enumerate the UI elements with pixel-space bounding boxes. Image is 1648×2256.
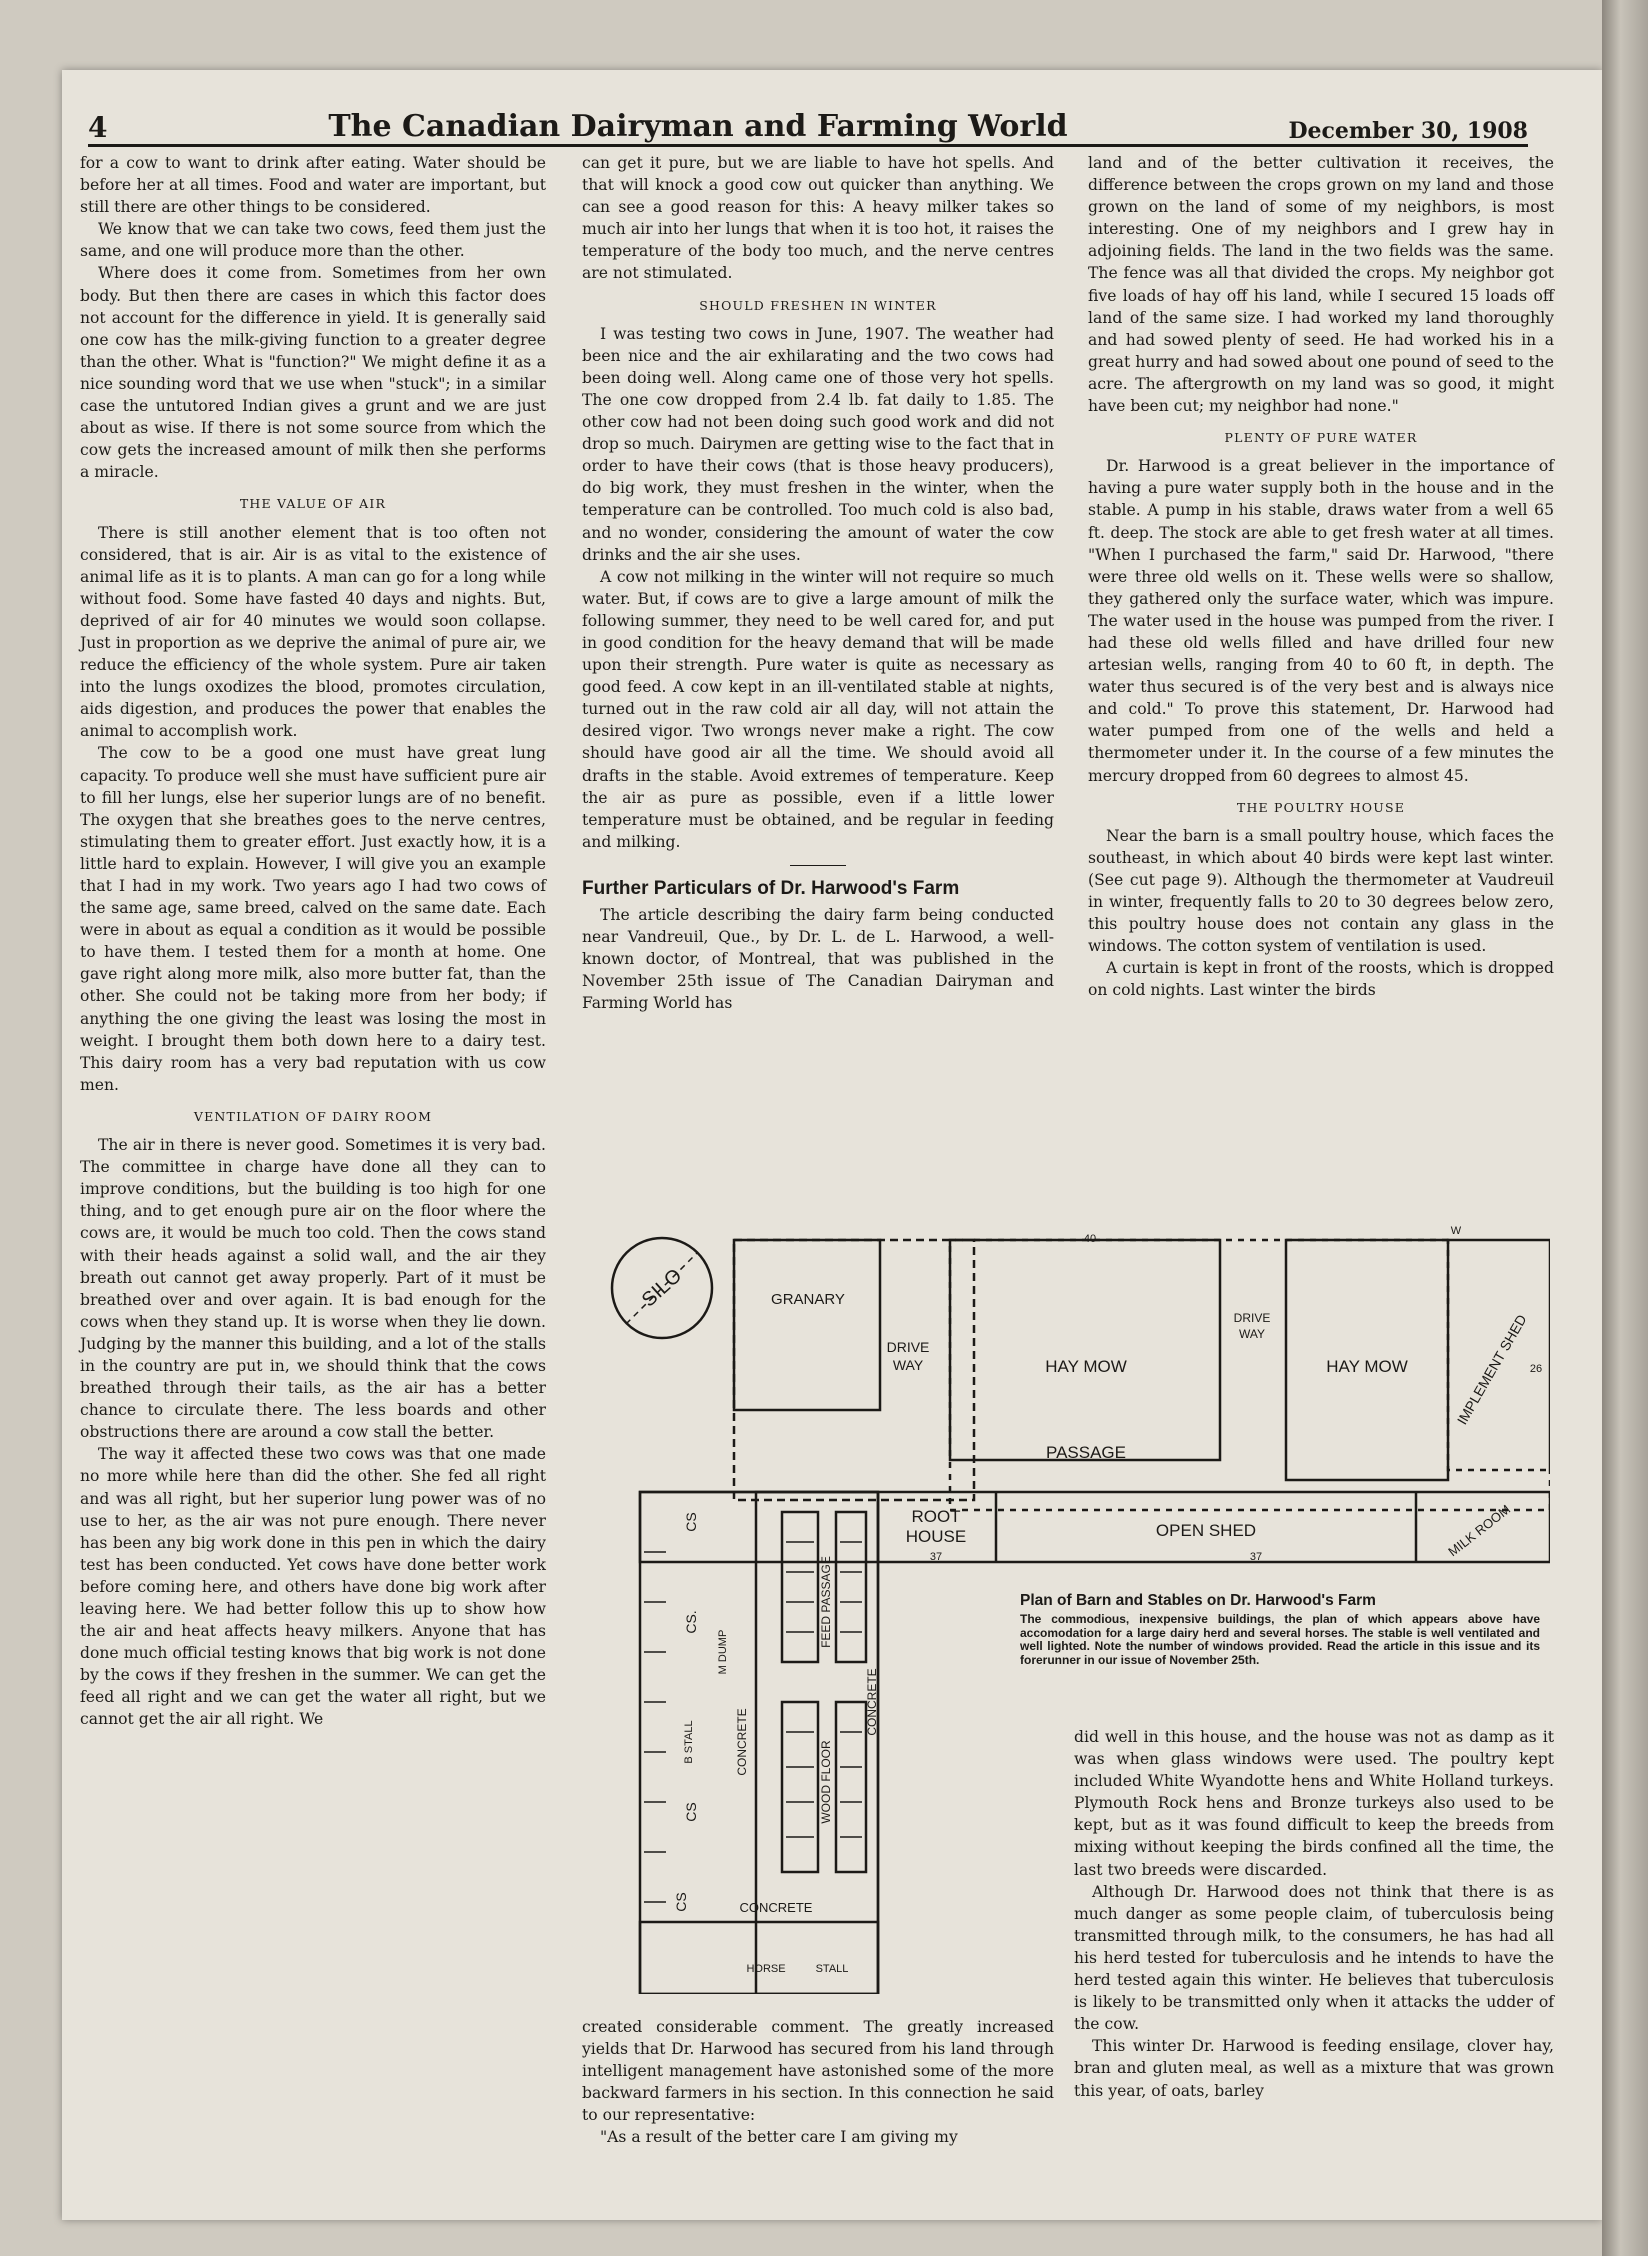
paragraph: created considerable comment. The greatly increased yields that Dr. Harwood has secured from his land through intelligent management have astonished some of the more backward farmers in his section. In this connection he said to our representative: (582, 2018, 1054, 2125)
plan-label-horse: HORSE (746, 1963, 786, 1975)
column-2-continued (582, 2016, 1054, 2149)
plan-label-passage: PASSAGE (1046, 1443, 1126, 1462)
plan-label-milk-room: MILK ROOM (1445, 1501, 1514, 1560)
plan-label-drive-way: DRIVE (1233, 1311, 1271, 1325)
paragraph: for a cow to want to drink after eating. Water should be before her at all times. Food and water are important, but still there are other things to be considered. (80, 154, 546, 217)
column-3 (1088, 152, 1554, 1001)
paragraph: The cow to be a good one must have great lung capacity. To produce well she must have sufficient pure air to fill her lungs, else her superior lungs are of no benefit. The oxygen that she breathes goes to the nerve centres, stimulating them to greater effort. Just exactly how, it is a little hard to explain. However, I will give you an example that I had in my work. Two years ago I had two cows of the same age, same breed, calved on the same date. Each were in about as equal a condition as it would be possible to have them. I tested them for a month at home. One gave right along more milk, also more butter fat, than the other. She could not be taking more from her body; if anything the one giving the least was losing the most in weight. I brought them both down here to a dairy test. This dairy room has a very bad reputation with us cow men. (80, 744, 546, 1094)
page-header (88, 100, 1528, 147)
paragraph: I was testing two cows in June, 1907. The weather had been nice and the air exhilarating and the two cows had been doing well. Along came one of those very hot spells. The one cow dropped from 2.4 lb. fat daily to 1.85. The other cow had not been doing such good work and did not drop so much. Dairymen are getting wise to the fact that in order to have their cows (that is those heavy producers), do big work, they must freshen in the winter, when the temperature can be controlled. Too much cold is also bad, and no wonder, considering the amount of water the cow drinks and the air she uses. (582, 324, 1054, 564)
plan-label-drive-way: WAY (1239, 1327, 1265, 1341)
paragraph: The way it affected these two cows was that one made no more while here than did the other. She fed all right and was all right, but her superior lung power was of no use to her, as the air was not pure enough. There never has been any big work done in this pen in which the dairy test has been conducted. Yet cows have done better work before coming here, and others have done big work after leaving here. We had better follow this up to show how the air and heat affects heavy milkers. Anyone that has done much official testing knows that big work is not done by the cows if they freshen in the summer. We can get the feed all right and we can get the water all right, but we cannot get the air all right. We (80, 1445, 546, 1729)
plan-window-mark: W (1450, 1225, 1462, 1237)
paragraph: The article describing the dairy farm being conducted near Vandreuil, Que., by Dr. L. de L. Harwood, a well-known doctor, of Montreal, that was published in the November 25th issue of The Canadian Dairyman and Farming World has (582, 906, 1054, 1013)
paragraph: We know that we can take two cows, feed them just the same, and one will produce more than the other. (80, 220, 546, 261)
plan-label-drive-way: DRIVE (886, 1339, 930, 1355)
plan-label-concrete: CONCRETE (865, 1668, 879, 1736)
plan-label-stall: STALL (815, 1963, 849, 1975)
paragraph: There is still another element that is too often not considered, that is air. Air is as vital to the existence of animal life as it is to plants. A man can go for a long while without food. Some have fasted 40 days and nights. But, deprived of air for 40 minutes we would soon collapse. Just in proportion as we deprive the animal of pure air, we reduce the efficiency of the whole system. Pure air taken into the lungs oxodizes the blood, promotes circulation, aids digestion, and produces the power that enables the animal to accomplish work. (80, 523, 546, 741)
granary-outline (734, 1240, 880, 1410)
issue-date: December 30, 1908 (1288, 118, 1528, 144)
plan-label-cow-stall: CS (683, 1512, 699, 1532)
section-heading: SHOULD FRESHEN IN WINTER (699, 297, 937, 313)
paragraph: Although Dr. Harwood does not think that there is as much danger as some people claim, of tuberculosis being transmitted through milk, to the consumers, he has had all his herd tested for tuberculosis and he intends to have the herd tested again this winter. He believes that tuberculosis is likely to be transmitted only when it attacks the udder of the cow. (1074, 1882, 1554, 2034)
plan-label-silo: SILO (637, 1264, 687, 1312)
section-heading: THE VALUE OF AIR (239, 496, 387, 512)
paragraph: Near the barn is a small poultry house, which faces the southeast, in which about 40 birds were kept last winter. (See cut page 9). Although the thermometer at Vaudreuil in winter, frequently falls to 20 to 30 degrees below zero, this poultry house does not contain any glass in the windows. The cotton system of ventilation is used. (1088, 826, 1554, 956)
caption-title: Plan of Barn and Stables on Dr. Harwood's Farm (1020, 1592, 1376, 1609)
paragraph: land and of the better cultivation it receives, the difference between the crops grown on my land and those grown on the land of some of my neighbors, is most interesting. One of my neighbors and I grew hay in adjoining fields. The land in the two fields was the same. The fence was all that divided the crops. My neighbor got five loads of hay off his land, while I secured 15 loads off land of the same size. I had worked my land thoroughly and had sowed plenty of seed. He had worked his in a great hurry and had sowed about one pound of seed to the acre. The aftergrowth on my land was so good, it might have been cut; my neighbor had none." (1088, 154, 1554, 416)
plan-label-implement-shed: IMPLEMENT SHED (1453, 1311, 1530, 1428)
plan-label-wood-floor: WOOD FLOOR (819, 1740, 833, 1824)
page-number: 4 (88, 111, 108, 144)
plan-label-feed-passage: FEED PASSAGE (819, 1556, 833, 1648)
paragraph: The air in there is never good. Sometimes it is very bad. The committee in charge have done all they can to improve conditions, but the building is too high for one thing, and to get enough pure air on the floor where the cows are, it would be much too cold. Then the cows stand with their heads against a solid wall, and the air they breath out cannot get away properly. Part of it must be breathed over and over again. It is bad enough for the cows when they stand up. It is worse when they lie down. Judging by the manner this building, and a lot of the stalls in the country are put in, we should think that the cows breathed through their tails, as the air has a better chance to circulate there. The less boards and other obstructions there are around a cow stall the better. (80, 1136, 546, 1442)
plan-label-granary: GRANARY (771, 1291, 845, 1308)
plan-label-drive-way: WAY (892, 1357, 924, 1373)
plan-label-cow-stall: CS (673, 1892, 689, 1912)
publication-title: The Canadian Dairyman and Farming World (328, 109, 1068, 144)
plan-label-root-house: HOUSE (905, 1527, 967, 1546)
plan-dimension: 37 (929, 1551, 943, 1563)
plan-label-open-shed: OPEN SHED (1155, 1521, 1257, 1540)
column-2 (582, 152, 1054, 1014)
paragraph: This winter Dr. Harwood is feeding ensilage, clover hay, bran and gluten meal, as well as a mixture that was grown this year, of oats, barley (1074, 2037, 1554, 2100)
paragraph: Dr. Harwood is a great believer in the importance of having a pure water supply both in the house and in the stable. A pump in his stable, draws water from a well 65 ft. deep. The stock are able to get fresh water at all times. "When I purchased the farm," said Dr. Harwood, "there were three old wells on it. These wells were so shallow, they gathered only the surface water, which was impure. The water used in the house was pumped from the river. I had these old wells filled and have drilled four new artesian wells, ranging from 40 to 60 ft, in depth. The water thus secured is of the very best and is always nice and cold." To prove this statement, Dr. Harwood had water pumped from one of the wells and held a thermometer under it. In the course of a few minutes the mercury dropped from 60 degrees to almost 45. (1088, 457, 1554, 785)
plan-dimension: 26 (1529, 1363, 1543, 1375)
plan-label-m-dump: M DUMP (717, 1629, 729, 1675)
stable-outline (640, 1492, 878, 1994)
paragraph: can get it pure, but we are liable to have hot spells. And that will knock a good cow out quicker than anything. We can see a good reason for this: A heavy milker takes so much air into her lungs that when it is too hot, it raises the temperature of the body too much, and the nerve centres are not stimulated. (582, 154, 1054, 283)
plan-label-hay-mow: HAY MOW (1045, 1357, 1127, 1376)
hay-mow-1-outline (950, 1240, 1220, 1460)
plan-label-cow-stall: CS (683, 1802, 699, 1822)
plan-label-concrete: CONCRETE (735, 1708, 749, 1776)
plan-dimension: 40 (1083, 1233, 1097, 1245)
paragraph: did well in this house, and the house was not as damp as it was when glass windows were used. The poultry kept included White Wyandotte hens and White Holland turkeys. Plymouth Rock hens and Bronze turkeys also used to be kept, but as it was found difficult to keep the breeds from mixing without keeping the birds confined all the time, the last two breeds were discarded. (1074, 1728, 1554, 1879)
section-heading: PLENTY OF PURE WATER (1224, 430, 1418, 446)
paragraph: "As a result of the better care I am giving my (600, 2128, 958, 2147)
plan-caption (1020, 1592, 1540, 1667)
paragraph: Where does it come from. Sometimes from her own body. But then there are cases in which this factor does not account for the difference in yield. It is generally said one cow has the milk-giving function to a greater degree than the other. What is "function?" We might define it as a nice sounding word that we use when "stuck"; in a similar case the untutored Indian gives a grunt and we are just about as wise. If there is not some source from which the cow gets the increased amount of milk then she performs a miracle. (80, 264, 546, 482)
rule-divider (790, 865, 846, 866)
column-1 (80, 152, 546, 1731)
plan-label-cow-stall: CS. (683, 1610, 699, 1634)
caption-body: The commodious, inexpensive buildings, the plan of which appears above have accomodation for a large dairy herd and several horses. The stable is well ventilated and well lighted. Note the number of windows provided. Read the article in this issue and its forerunner in our issue of November 25th. (1020, 1612, 1540, 1667)
column-3-continued (1074, 1726, 1554, 2102)
plan-label-hay-mow: HAY MOW (1326, 1357, 1408, 1376)
paragraph: A curtain is kept in front of the roosts, which is dropped on cold nights. Last winter the birds (1088, 959, 1554, 1000)
page-edge-shadow (1602, 0, 1648, 2256)
section-heading: VENTILATION OF DAIRY ROOM (193, 1108, 433, 1124)
paragraph: A cow not milking in the winter will not require so much water. But, if cows are to give a large amount of milk the following summer, they need to be well cared for, and put in good condition for the heavy demand that will be made upon their strength. Pure water is quite as necessary as good feed. A cow kept in an ill-ventilated stable at nights, turned out in the raw cold air all day, will not attain the desired vigor. Two wrongs never make a right. The cow should have good air all the time. We should avoid all drafts in the stable. Avoid extremes of temperature. Keep the air as pure as possible, even if a little lower temperature must be obtained, and be regular in feeding and milking. (582, 567, 1054, 851)
plan-label-concrete: CONCRETE (739, 1900, 813, 1915)
plan-label-b-stall: B STALL (683, 1720, 695, 1764)
plan-label-root-house: ROOT (911, 1507, 961, 1526)
article-title: Further Particulars of Dr. Harwood's Farm (582, 877, 960, 899)
section-heading: THE POULTRY HOUSE (1236, 799, 1406, 815)
plan-dimension: 37 (1249, 1551, 1263, 1563)
